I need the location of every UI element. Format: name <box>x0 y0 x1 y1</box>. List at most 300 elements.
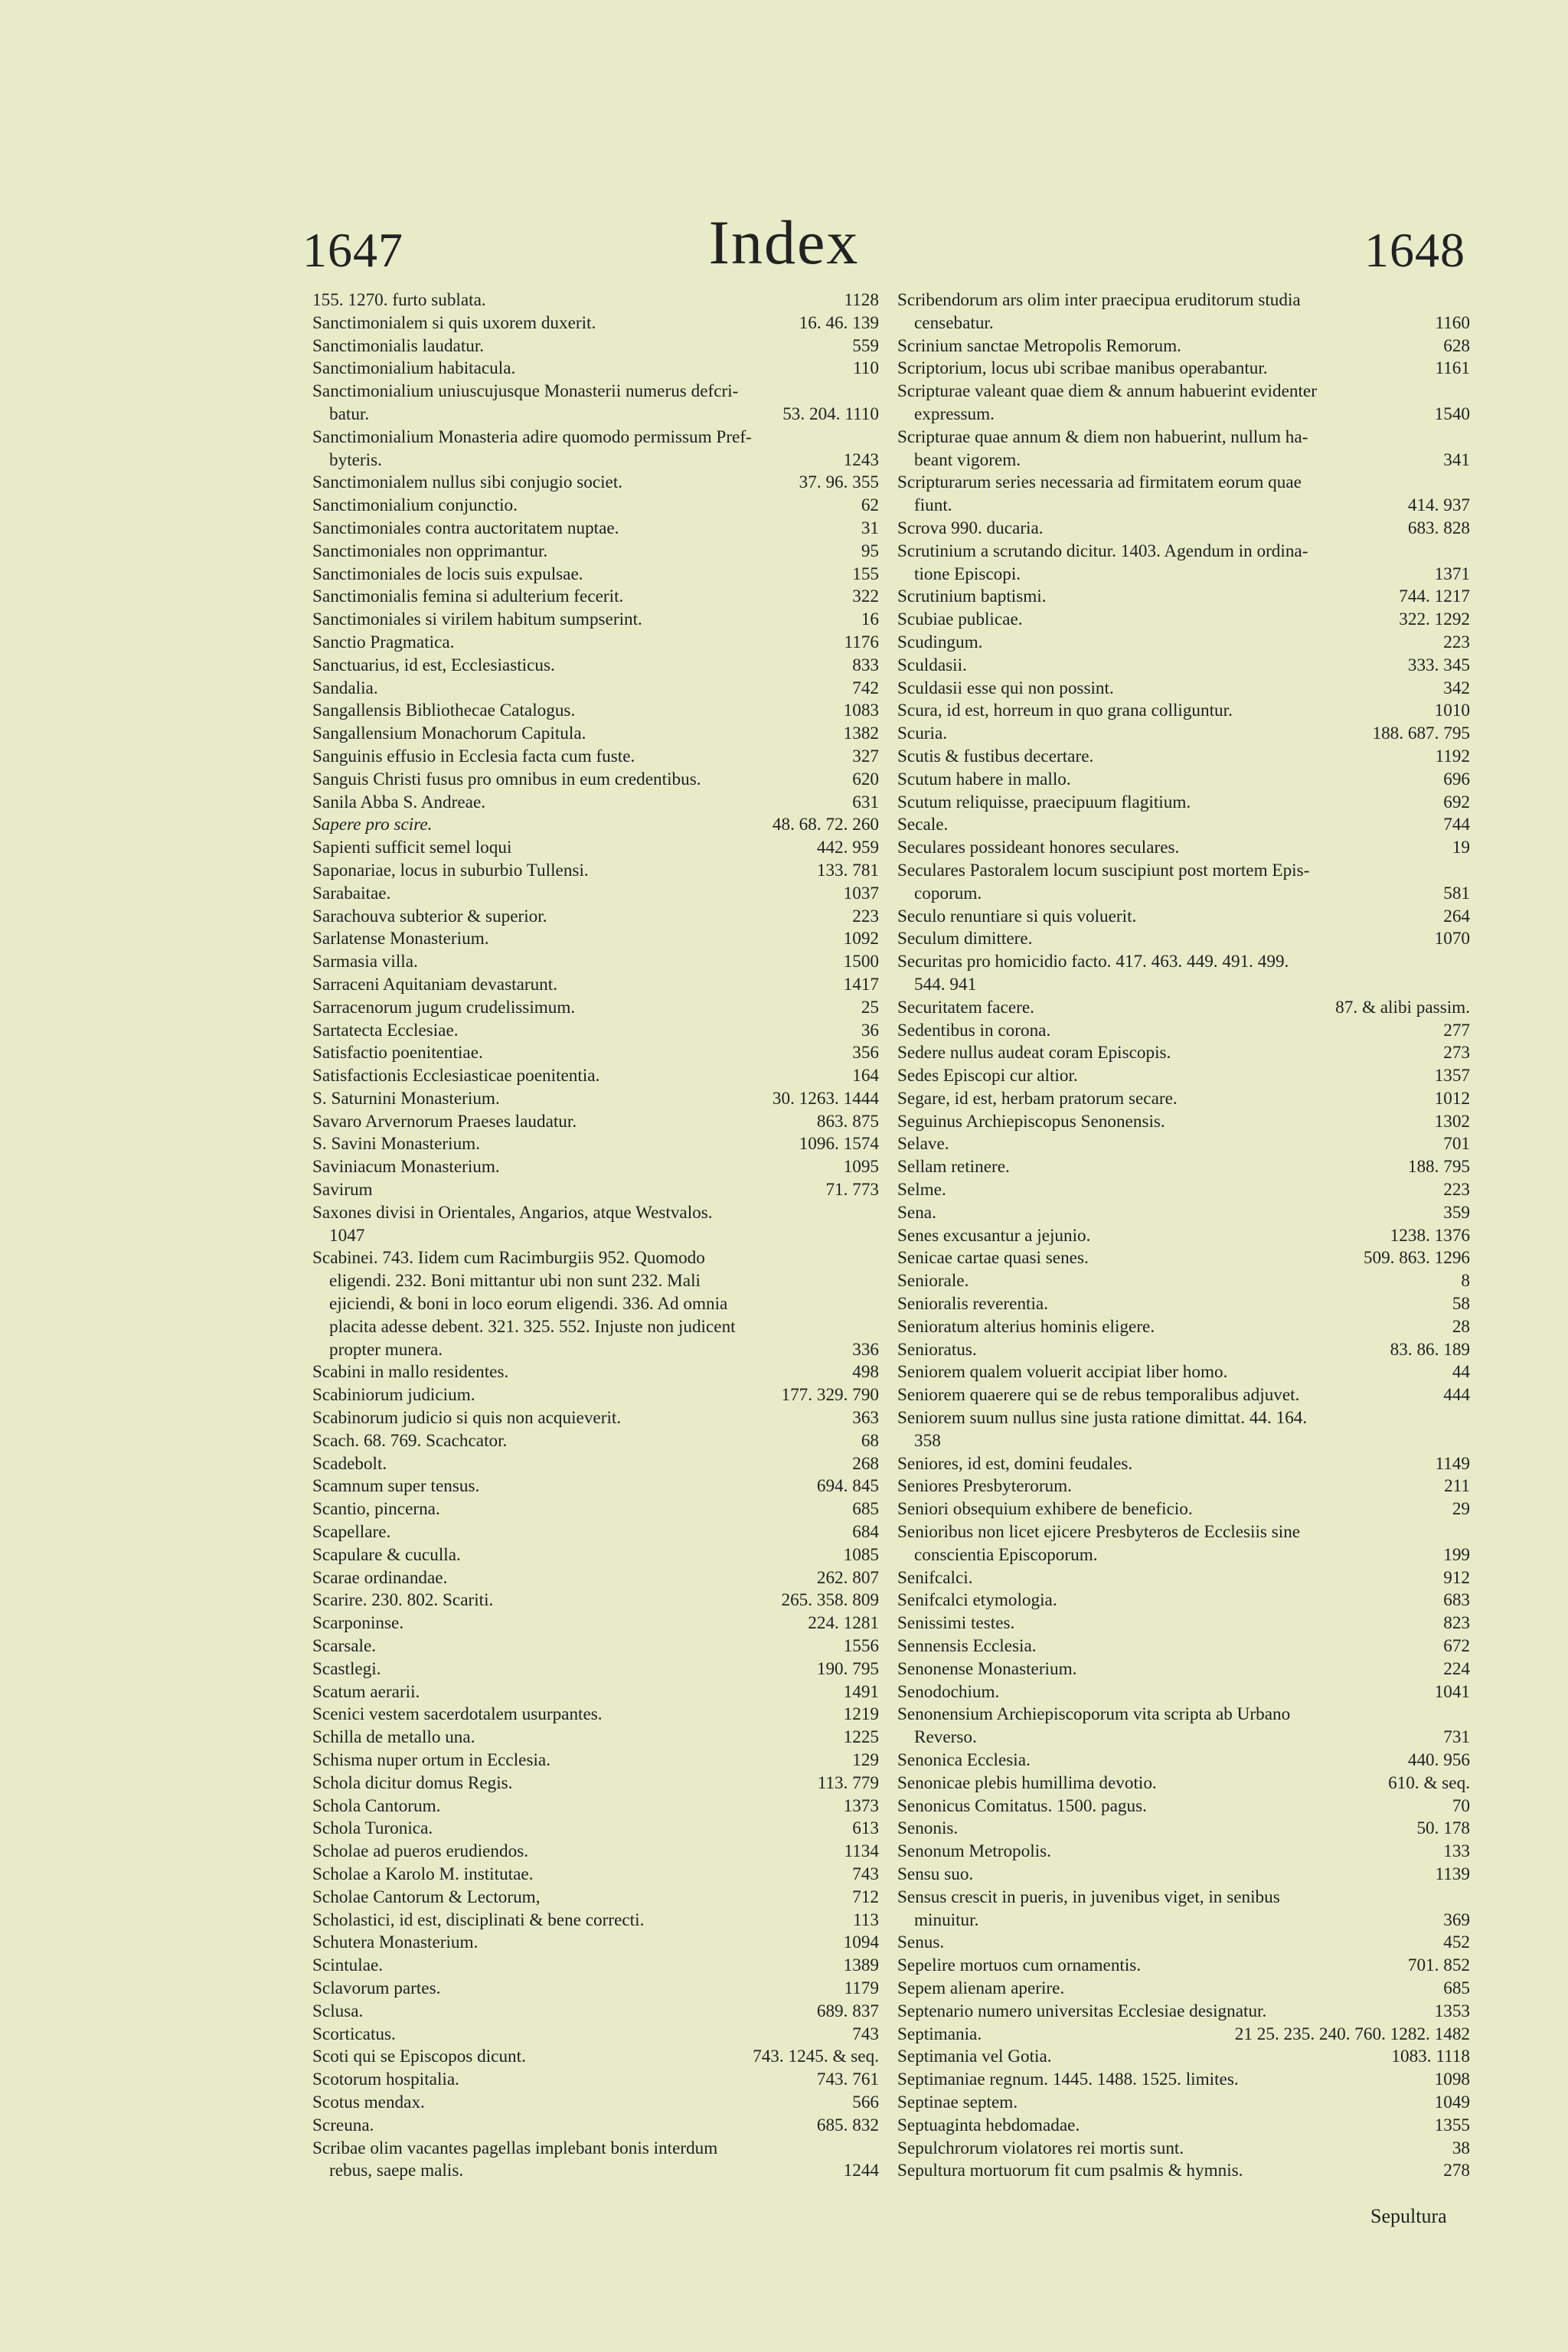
entry-text: Scura, id est, horreum in quo grana colliguntur. <box>897 701 1233 721</box>
entry-reference: 444 <box>1443 1385 1470 1406</box>
index-entry <box>312 1635 879 1658</box>
index-entry <box>897 883 1470 906</box>
index-entry <box>897 1544 1470 1567</box>
index-entry <box>897 655 1470 678</box>
entry-reference: 1128 <box>844 290 879 310</box>
entry-reference: 1373 <box>843 1795 879 1816</box>
index-entry <box>897 2001 1470 2024</box>
entry-reference: 19 <box>1452 838 1470 858</box>
index-entry <box>312 1270 879 1293</box>
entry-reference: 1095 <box>843 1157 879 1178</box>
entry-text: eligendi. 232. Boni mittantur ubi non sunt 232. Mali <box>329 1271 701 1292</box>
entry-text: Senodochium. <box>897 1681 1000 1702</box>
entry-reference: 1096. 1574 <box>799 1134 879 1155</box>
entry-text: Scuria. <box>897 724 948 744</box>
entry-text: Sanctimoniales contra auctoritatem nuptae. <box>312 518 619 538</box>
entry-reference: 1417 <box>843 974 879 995</box>
entry-reference: 1179 <box>844 1978 879 1998</box>
index-entry <box>897 1202 1470 1225</box>
entry-reference: 264 <box>1443 906 1470 926</box>
entry-text: fiunt. <box>914 495 952 516</box>
index-entry <box>897 1088 1470 1111</box>
index-entry <box>897 1795 1470 1818</box>
entry-text: 358 <box>914 1430 941 1451</box>
entry-reference: 743 <box>852 2024 879 2044</box>
entry-text: Sanctimonialem si quis uxorem duxerit. <box>312 312 596 333</box>
index-entry <box>897 928 1470 951</box>
entry-reference: 341 <box>1443 449 1470 470</box>
entry-text: Senonensium Archiepiscoporum vita scripta ab Urbano <box>897 1704 1291 1725</box>
entry-reference: 1389 <box>843 1955 879 1976</box>
index-entry <box>897 1247 1470 1270</box>
entry-text: Saponariae, locus in suburbio Tullensi. <box>312 860 589 880</box>
entry-reference: 1371 <box>1434 564 1470 584</box>
entry-text: Senioralis reverentia. <box>897 1294 1049 1315</box>
entry-text: Sepultura mortuorum fit cum psalmis & hymnis. <box>897 2161 1243 2181</box>
index-entry <box>897 678 1470 701</box>
entry-text: Sensus crescit in pueris, in juvenibus viget, in senibus <box>897 1886 1280 1907</box>
index-entry <box>897 1133 1470 1156</box>
entry-text: Selme. <box>897 1180 946 1200</box>
index-entry <box>897 609 1470 632</box>
entry-reference: 223 <box>1443 632 1470 652</box>
entry-text: Sanctimonialium Monasteria adire quomodo permissum Pref- <box>312 426 752 447</box>
entry-reference: 83. 86. 189 <box>1390 1339 1470 1360</box>
entry-reference: 36 <box>861 1020 879 1040</box>
entry-text: Sangallensium Monachorum Capitula. <box>312 724 586 744</box>
entry-reference: 1225 <box>843 1727 879 1748</box>
index-entry <box>897 1909 1470 1932</box>
entry-text: Sellam retinere. <box>897 1157 1010 1178</box>
entry-text: Seculo renuntiare si quis voluerit. <box>897 906 1137 926</box>
index-entry <box>897 1384 1470 1407</box>
entry-reference: 133. 781 <box>816 860 879 880</box>
entry-text: Sanctimonialium conjunctio. <box>312 495 518 516</box>
index-entry <box>312 1293 879 1316</box>
index-entry <box>897 1361 1470 1384</box>
index-entry <box>312 426 879 449</box>
entry-text: Scotorum hospitalia. <box>312 2069 459 2090</box>
index-entry <box>312 2046 879 2069</box>
entry-text: Senes excusantur a jejunio. <box>897 1225 1091 1246</box>
entry-text: Scutum reliquisse, praecipuum flagitium. <box>897 792 1191 812</box>
page-title: Index <box>708 207 860 277</box>
entry-text: Sapienti sufficit semel loqui <box>312 838 512 858</box>
entry-text: Scarae ordinandae. <box>312 1567 448 1588</box>
index-entry <box>897 860 1470 883</box>
entry-reference: 712 <box>852 1886 879 1907</box>
entry-text: Reverso. <box>914 1727 977 1748</box>
entry-text: Savaro Arvernorum Praeses laudatur. <box>312 1111 577 1132</box>
index-entry <box>897 541 1470 564</box>
entry-reference: 610. & seq. <box>1388 1772 1470 1793</box>
entry-text: Scutis & fustibus decertare. <box>897 746 1094 766</box>
entry-reference: 1219 <box>843 1704 879 1725</box>
entry-text: Sanila Abba S. Andreae. <box>312 792 486 812</box>
entry-text: Sarraceni Aquitaniam devastarunt. <box>312 974 558 995</box>
entry-text: Sanctimoniales si virilem habitum sumpserint. <box>312 609 642 630</box>
index-entry <box>312 1407 879 1430</box>
index-entry <box>897 1498 1470 1521</box>
index-entry <box>897 1658 1470 1681</box>
index-entry <box>312 495 879 518</box>
entry-reference: 1139 <box>1435 1864 1470 1884</box>
index-entry <box>312 1795 879 1818</box>
index-entry <box>312 1156 879 1179</box>
entry-text: Savirum <box>312 1180 373 1200</box>
entry-text: Scabiniorum judicium. <box>312 1385 475 1406</box>
entry-text: Scastlegi. <box>312 1658 381 1679</box>
index-entry <box>897 837 1470 860</box>
entry-text: Senioribus non licet ejicere Presbyteros de Ecclesiis sine <box>897 1522 1301 1543</box>
entry-reference: 1085 <box>843 1544 879 1565</box>
index-entry <box>897 2024 1470 2047</box>
entry-reference: 581 <box>1443 883 1470 903</box>
entry-reference: 95 <box>861 541 879 561</box>
entry-reference: 696 <box>1443 769 1470 789</box>
index-entry <box>312 1202 879 1225</box>
entry-reference: 1353 <box>1434 2001 1470 2021</box>
entry-text: Sedes Episcopi cur altior. <box>897 1066 1078 1086</box>
entry-reference: 631 <box>852 792 879 812</box>
index-entry <box>897 312 1470 335</box>
entry-reference: 743. 761 <box>816 2069 879 2090</box>
entry-text: Sensu suo. <box>897 1864 974 1884</box>
entry-text: Scabini in mallo residentes. <box>312 1362 509 1383</box>
index-entry <box>312 449 879 472</box>
entry-text: Saxones divisi in Orientales, Angarios, atque Westvalos. <box>312 1202 713 1223</box>
entry-reference: 1357 <box>1434 1066 1470 1086</box>
entry-text: Septimania. <box>897 2024 982 2044</box>
entry-reference: 223 <box>852 906 879 926</box>
entry-reference: 613 <box>852 1818 879 1839</box>
entry-reference: 442. 959 <box>816 838 879 858</box>
entry-reference: 1244 <box>843 2161 879 2181</box>
entry-text: batur. <box>329 403 370 424</box>
entry-text: Scripturae quae annum & diem non habuerint, nullum ha- <box>897 426 1308 447</box>
entry-reference: 110 <box>853 358 879 379</box>
entry-text: Sapere pro scire. <box>312 815 433 835</box>
index-entry <box>312 860 879 883</box>
index-entry <box>897 1704 1470 1726</box>
entry-text: Seniores Presbyterorum. <box>897 1476 1072 1497</box>
entry-reference: 509. 863. 1296 <box>1363 1248 1470 1269</box>
entry-text: Scapellare. <box>312 1522 391 1543</box>
index-entry <box>312 564 879 586</box>
index-entry <box>312 518 879 541</box>
entry-text: Scarire. 230. 802. Scariti. <box>312 1590 494 1611</box>
entry-reference: 692 <box>1443 792 1470 812</box>
entry-text: Satisfactionis Ecclesiasticae poenitentia. <box>312 1066 600 1086</box>
index-entry <box>897 997 1470 1020</box>
entry-reference: 701. 852 <box>1407 1955 1470 1976</box>
entry-reference: 363 <box>852 1408 879 1429</box>
index-entry <box>897 449 1470 472</box>
entry-text: Scrova 990. ducaria. <box>897 518 1044 538</box>
index-entry <box>312 678 879 701</box>
entry-text: Scripturarum series necessaria ad firmitatem eorum quae <box>897 472 1302 493</box>
entry-reference: 1083 <box>843 701 879 721</box>
entry-text: Scriptorium, locus ubi scribae manibus operabantur. <box>897 358 1268 379</box>
entry-reference: 742 <box>852 678 879 698</box>
entry-text: Sandalia. <box>312 678 378 698</box>
index-entry <box>312 769 879 792</box>
entry-reference: 342 <box>1443 678 1470 698</box>
index-entry <box>897 814 1470 837</box>
index-entry <box>312 792 879 815</box>
entry-text: Seniorem qualem voluerit accipiat liber homo. <box>897 1362 1228 1383</box>
entry-reference: 8 <box>1461 1271 1470 1292</box>
entry-text: conscientia Episcoporum. <box>914 1544 1098 1565</box>
entry-reference: 113. 779 <box>817 1772 879 1793</box>
entry-reference: 211 <box>1444 1476 1470 1497</box>
entry-text: Sepelire mortuos cum ornamentis. <box>897 1955 1142 1976</box>
entry-text: Scholae Cantorum & Lectorum, <box>312 1886 541 1907</box>
entry-reference: 273 <box>1443 1043 1470 1063</box>
entry-text: Sanctimonialium habitacula. <box>312 358 516 379</box>
index-entry <box>312 1749 879 1772</box>
index-entry <box>312 746 879 769</box>
entry-text: Senonum Metropolis. <box>897 1841 1051 1862</box>
entry-reference: 16. 46. 139 <box>799 312 879 333</box>
entry-reference: 278 <box>1443 2161 1470 2181</box>
index-entry <box>312 1544 879 1567</box>
entry-text: Seniori obsequium exhibere de beneficio. <box>897 1499 1193 1520</box>
entry-reference: 1540 <box>1434 403 1470 424</box>
entry-reference: 628 <box>1443 335 1470 356</box>
entry-text: Sepulchrorum violatores rei mortis sunt. <box>897 2138 1184 2158</box>
entry-reference: 566 <box>852 2092 879 2112</box>
entry-reference: 823 <box>1443 1613 1470 1634</box>
index-entry <box>312 358 879 381</box>
entry-reference: 1092 <box>843 929 879 949</box>
entry-text: Sennensis Ecclesia. <box>897 1636 1037 1657</box>
entry-text: Screuna. <box>312 2115 374 2135</box>
index-entry <box>312 1658 879 1681</box>
index-entry <box>897 1179 1470 1202</box>
entry-reference: 31 <box>861 518 879 538</box>
index-entry <box>897 1726 1470 1749</box>
index-entry <box>312 2001 879 2024</box>
entry-text: Segare, id est, herbam pratorum secare. <box>897 1088 1178 1109</box>
index-entry <box>897 335 1470 358</box>
index-entry <box>312 700 879 723</box>
entry-reference: 30. 1263. 1444 <box>772 1088 879 1109</box>
entry-reference: 685 <box>852 1499 879 1520</box>
entry-reference: 1491 <box>843 1681 879 1702</box>
entry-text: Sarracenorum jugum crudelissimum. <box>312 997 576 1018</box>
entry-text: propter munera. <box>329 1339 443 1360</box>
index-entry <box>897 2138 1470 2161</box>
entry-text: Scarsale. <box>312 1636 377 1657</box>
entry-reference: 683. 828 <box>1407 518 1470 538</box>
index-entry <box>312 1932 879 1955</box>
index-entry <box>312 997 879 1020</box>
index-entry <box>312 1225 879 1248</box>
index-entry <box>897 1841 1470 1864</box>
entry-text: Scorticatus. <box>312 2024 396 2044</box>
entry-reference: 62 <box>861 495 879 516</box>
index-entry <box>312 1453 879 1476</box>
entry-text: Scarponinse. <box>312 1613 404 1634</box>
entry-text: Senonis. <box>897 1818 959 1839</box>
index-entry <box>312 1886 879 1909</box>
index-entry <box>312 1681 879 1704</box>
index-entry <box>312 381 879 403</box>
entry-text: Scadebolt. <box>312 1453 387 1474</box>
index-entry <box>897 769 1470 792</box>
index-entry <box>312 928 879 951</box>
index-entry <box>312 1316 879 1339</box>
entry-text: Senonense Monasterium. <box>897 1658 1077 1679</box>
page-header <box>0 0 1568 291</box>
entry-reference: 87. & alibi passim. <box>1335 997 1470 1018</box>
entry-reference: 452 <box>1443 1932 1470 1953</box>
entry-reference: 440. 956 <box>1407 1750 1470 1770</box>
entry-reference: 38 <box>1452 2138 1470 2158</box>
index-entry <box>312 541 879 564</box>
index-entry <box>312 2115 879 2138</box>
index-entry <box>897 358 1470 381</box>
entry-text: Sartatecta Ecclesiae. <box>312 1020 459 1040</box>
entry-reference: 912 <box>1443 1567 1470 1588</box>
index-entry <box>312 1133 879 1156</box>
entry-text: Scrutinium a scrutando dicitur. 1403. Agendum in ordina- <box>897 541 1308 561</box>
entry-reference: 262. 807 <box>816 1567 879 1588</box>
index-entry <box>897 2046 1470 2069</box>
entry-text: S. Savini Monasterium. <box>312 1134 480 1155</box>
entry-reference: 744 <box>1443 815 1470 835</box>
entry-reference: 743 <box>852 1864 879 1884</box>
index-entry <box>312 403 879 426</box>
entry-reference: 268 <box>852 1453 879 1474</box>
entry-reference: 1176 <box>844 632 879 652</box>
index-entry <box>312 1909 879 1932</box>
entry-text: Scudingum. <box>897 632 983 652</box>
index-entry <box>312 1361 879 1384</box>
index-entry <box>897 403 1470 426</box>
index-entry <box>897 426 1470 449</box>
entry-text: Sepem alienam aperire. <box>897 1978 1065 1998</box>
entry-reference: 322 <box>852 586 879 607</box>
entry-reference: 224. 1281 <box>808 1613 879 1634</box>
entry-reference: 1355 <box>1434 2115 1470 2135</box>
entry-text: Scholae ad pueros erudiendos. <box>312 1841 529 1862</box>
index-entry <box>312 1726 879 1749</box>
entry-text: Scenici vestem sacerdotalem usurpantes. <box>312 1704 603 1725</box>
index-entry <box>312 1339 879 1362</box>
entry-reference: 1012 <box>1434 1088 1470 1109</box>
entry-text: Seniores, id est, domini feudales. <box>897 1453 1133 1474</box>
entry-text: Senissimi testes. <box>897 1613 1015 1634</box>
entry-reference: 164 <box>852 1066 879 1086</box>
entry-text: Senicae cartae quasi senes. <box>897 1248 1089 1269</box>
index-entry <box>312 289 879 312</box>
entry-reference: 71. 773 <box>825 1180 879 1200</box>
entry-reference: 694. 845 <box>816 1476 879 1497</box>
index-entry <box>312 1955 879 1978</box>
entry-reference: 190. 795 <box>816 1658 879 1679</box>
index-entry <box>312 1612 879 1635</box>
entry-text: 155. 1270. furto sublata. <box>312 290 486 310</box>
entry-reference: 223 <box>1443 1180 1470 1200</box>
entry-reference: 743. 1245. & seq. <box>753 2047 879 2067</box>
entry-reference: 1192 <box>1435 746 1470 766</box>
entry-reference: 684 <box>852 1522 879 1543</box>
entry-reference: 731 <box>1443 1727 1470 1748</box>
index-entry <box>897 1589 1470 1612</box>
entry-reference: 1049 <box>1434 2092 1470 2112</box>
index-entry <box>897 2069 1470 2092</box>
entry-text: Securitatem facere. <box>897 997 1034 1018</box>
entry-text: Sanctimonialis laudatur. <box>312 335 485 356</box>
entry-text: Senonicus Comitatus. 1500. pagus. <box>897 1795 1147 1816</box>
entry-reference: 1243 <box>843 449 879 470</box>
entry-text: Seculares Pastoralem locum suscipiunt post mortem Epis- <box>897 860 1310 880</box>
index-entry <box>897 974 1470 997</box>
entry-text: 1047 <box>329 1225 365 1246</box>
entry-reference: 1500 <box>843 952 879 972</box>
entry-reference: 1083. 1118 <box>1391 2047 1470 2067</box>
entry-text: Scantio, pincerna. <box>312 1499 440 1520</box>
index-entry <box>897 472 1470 495</box>
entry-reference: 28 <box>1452 1316 1470 1337</box>
entry-reference: 1161 <box>1435 358 1470 379</box>
entry-reference: 37. 96. 355 <box>799 472 879 493</box>
page-number-left: 1647 <box>302 223 403 277</box>
entry-reference: 70 <box>1452 1795 1470 1816</box>
index-entry <box>897 1430 1470 1453</box>
entry-text: Schilla de metallo una. <box>312 1727 475 1748</box>
index-entry <box>897 1521 1470 1544</box>
entry-text: Satisfactio poenitentiae. <box>312 1043 483 1063</box>
entry-text: tione Episcopi. <box>914 564 1021 584</box>
entry-reference: 68 <box>861 1430 879 1451</box>
index-entry <box>897 1978 1470 2001</box>
entry-text: Scach. 68. 769. Scachcator. <box>312 1430 508 1451</box>
entry-text: Scutum habere in mallo. <box>897 769 1071 789</box>
index-entry <box>312 1384 879 1407</box>
index-entry <box>897 1065 1470 1088</box>
entry-text: S. Saturnini Monasterium. <box>312 1088 500 1109</box>
entry-reference: 1094 <box>843 1932 879 1953</box>
entry-text: Seculares possideant honores seculares. <box>897 838 1180 858</box>
entry-text: Senonica Ecclesia. <box>897 1750 1031 1770</box>
entry-text: Septimania vel Gotia. <box>897 2047 1052 2067</box>
entry-reference: 336 <box>852 1339 879 1360</box>
entry-reference: 863. 875 <box>816 1111 879 1132</box>
index-entry <box>312 1088 879 1111</box>
entry-reference: 53. 204. 1110 <box>782 403 879 424</box>
entry-reference: 129 <box>852 1750 879 1770</box>
index-entry <box>897 1020 1470 1043</box>
index-column-left <box>312 289 879 2183</box>
entry-text: Seniorem quaerere qui se de rebus temporalibus adjuvet. <box>897 1385 1300 1406</box>
index-entry <box>312 951 879 974</box>
entry-reference: 1134 <box>844 1841 879 1862</box>
index-entry <box>897 1635 1470 1658</box>
index-entry <box>312 586 879 609</box>
index-entry <box>897 1111 1470 1134</box>
index-entry <box>897 1293 1470 1316</box>
index-entry <box>897 1475 1470 1498</box>
entry-reference: 689. 837 <box>816 2001 879 2021</box>
entry-text: Sclavorum partes. <box>312 1978 441 1998</box>
entry-text: Sanguinis effusio in Ecclesia facta cum fuste. <box>312 746 635 766</box>
index-entry <box>312 2138 879 2161</box>
entry-text: Scotus mendax. <box>312 2092 425 2112</box>
index-entry <box>897 1339 1470 1362</box>
